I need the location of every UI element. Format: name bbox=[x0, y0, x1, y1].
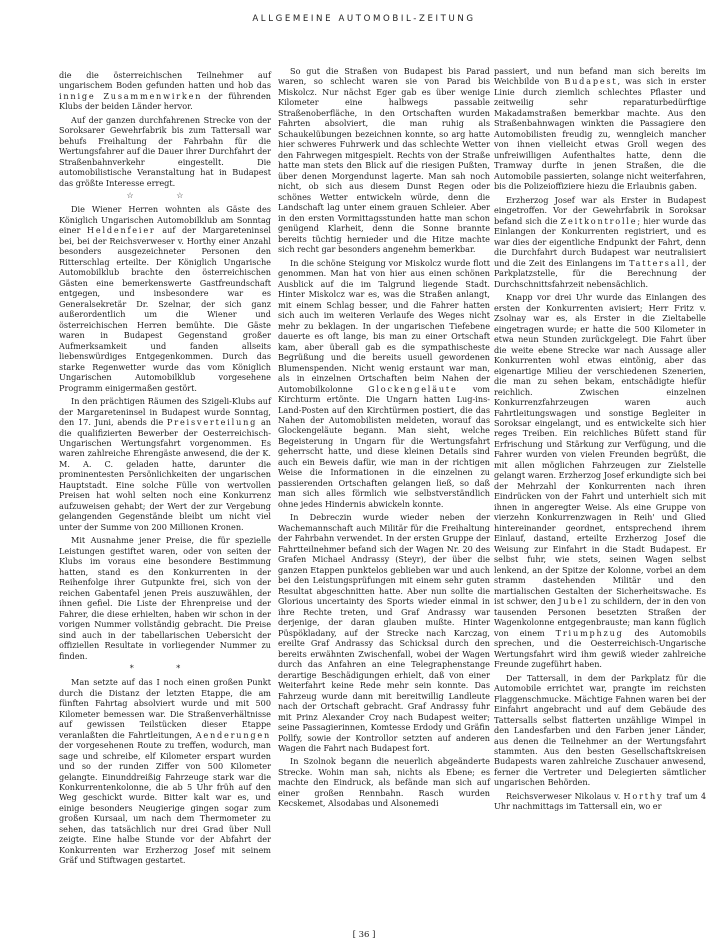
emphasis-text: Horthy bbox=[623, 790, 664, 801]
text-column-2 bbox=[278, 66, 490, 812]
paragraph: Reichsverweser Nikolaus v. Horthy traf um 4 Uhr nachmittags im Tattersall ein, wo er bbox=[494, 790, 706, 812]
emphasis-text: Tattersall bbox=[629, 257, 687, 268]
emphasis-text: innige Zusammenwirken bbox=[59, 90, 203, 101]
paragraph: In die schöne Steigung vor Miskolcz wurde flott genommen. Man hat von hier aus einen schönen Ausblick auf die im Talgrund liegende Stadt. Hinter Miskolcz war es, was die Straßen anlangt, mit einem Schlag besser, und die Fahrer hatten sich auch im weiteren Verlaufe des Weges nicht mehr zu beklagen. In der ungarischen Tiefebene dauerte es oft lange, bis man zu einer Ortschaft kam, aber überall gab es die sympathischeste Begrüßung und die bereits usuell gewordenen Blumenspenden. Nicht wenig erstaunt war man, als in einzelnen Ortschaften beim Nahen der Automobilkolonne Glockengeläute vom Kirchturm ertönte. Die Ungarn hatten Lug-ins-Land-Posten auf den Kirchtürmen postiert, die das Nahen der Automobilisten meldeten, worauf das Glockengeläute begann. Man sieht, welche Begeisterung in Ungarn für die Wertungsfahrt geherrscht hatte, und diese kleinen Details sind auch ein Beweis dafür, wie man in der richtigen Weise die Informationen in die einzelnen zu passierenden Ortschaften gelangen ließ, so daß man sich alles förmlich wie selbstverständlich ohne jedes Hindernis abwickeln konnte. bbox=[278, 257, 490, 509]
paragraph: die die österreichischen Teilnehmer auf ungarischem Boden gefunden hatten und hob das innige Zusammenwirken der führenden Klubs der beiden Länder hervor. bbox=[59, 70, 271, 112]
paragraph: In Szolnok begann die neuerlich abgeänderte Strecke. Wohin man sah, nichts als Ebene; es machte den Eindruck, als befände man sich auf einer großen Rennbahn. Rasch wurden Kecskemet, Alsodabas und Alsonemedi bbox=[278, 756, 490, 809]
text-column-1 bbox=[59, 70, 271, 869]
running-header: ALLGEMEINE AUTOMOBIL-ZEITUNG bbox=[252, 14, 476, 24]
text-column-3 bbox=[494, 66, 706, 815]
section-divider: * * bbox=[129, 664, 201, 674]
paragraph: Knapp vor drei Uhr wurde das Einlangen des ersten der Konkurrenten avisiert; Herr Fritz v. Zsolnay war es, als Erster in die Zieltabelle eingetragen wurde; er hatte die 500 Kilometer in etwa neun Stunden zurückgelegt. Die Fahrt über die weite ebene Strecke war nach Aussage aller Konkurrenten wohl etwas eintönig, aber das eigenartige Milieu der verschiedenen Szenerien, die man zu sehen bekam, entschädigte hiefür reichlich. Zwischen einzelnen Konkurrenzfahrzeugen waren auch Fahrtleitungswagen und sonstige Begleiter in Soroksar eingelangt, und es entwickelte sich hier reges Treiben. Ein reichliches Büfett stand für Erfrischung und Stärkung zur Verfügung, und die Fahrer wurden von vielen Freunden begrüßt, die mit allen möglichen Fahrzeugen zur Zielstelle gelangt waren. Erzherzog Josef erkundigte sich bei der Mehrzahl der Konkurrenten nach ihren Eindrücken von der Fahrt und unterhielt sich mit ihnen in angeregter Weise. Als eine Gruppe von vierzehn Konkurrenzwagen in Reih' und Glied hintereinander geordnet, entsprechend ihrem Einlauf, dastand, erteilte Erzherzog Josef die Weisung zur Einfahrt in die Stadt Budapest. Er selbst fuhr, wie stets, seinen Wagen selbst lenkend, an der Spitze der Kolonne, vorbei an dem stramm dastehenden Militär und den martialischen Gestalten der Sicherheitswache. Es ist schwer, den Jubel zu schildern, der in den von tausenden Personen besetzten Straßen der Wagenkolonne entgegenbrauste; man kann füglich von einem Triumphzug des Automobils sprechen, und die Oesterreichisch-Ungarische Wertungsfahrt wird ihm gewiß wieder zahlreiche Freunde zugeführt haben. bbox=[494, 292, 707, 670]
emphasis-text: Triumphzug bbox=[555, 627, 624, 638]
emphasis-text: Preisverteilung bbox=[167, 417, 258, 428]
paragraph: Der Tattersall, in dem der Parkplatz für die Automobile errichtet war, prangte im reichsten Flaggenschmucke. Mächtige Fahnen waren bei der Einfahrt angebracht und auf dem Gebäude des Tattersalls selbst flatterten unzählige Wimpel in den Landesfarben und den Farben jener Länder, aus denen die Teilnehmer an der Wertungsfahrt stammten. Aus den besten Gesellschaftskreisen Budapests waren zahlreiche Zuschauer anwesend, ferner die Vertreter und Delegierten sämtlicher ungarischen Behörden. bbox=[494, 672, 706, 788]
paragraph: Die Wiener Herren wohnten als Gäste des Königlich Ungarischen Automobilklub am Sonntag einer Heldenfeier auf der Margareteninsel bei, bei der Reichsverweser v. Horthy einer Anzahl besonders ausgezeichneter Personen den Ritterschlag erteilte. Der Königlich Ungarische Automobilklub brachte den österreichischen Gästen eine bemerkenswerte Gastfreundschaft entgegen, und insbesondere war es Generalsekretär Dr. Szelnar, der sich ganz außerordentlich um die Wiener und österreichischen Herren bemühte. Die Gäste waren in Budapest Gegenstand großer Aufmerksamkeit und fanden allseits liebenswürdiges Entgegenkommen. Durch das starke Regenwetter wurde das vom Königlich Ungarischen Automobilklub vorgesehene Programm einigermaßen gestört. bbox=[59, 204, 271, 393]
paragraph: Auf der ganzen durchfahrenen Strecke von der Soroksarer Gewehrfabrik bis zum Tattersall war behufs Freihaltung der Fahrbahn für die Wertungsfahrer auf die Dauer ihrer Durchfahrt der Straßenbahnverkehr eingestellt. Die automobilistische Veranstaltung hat in Budapest das größte Interesse erregt. bbox=[59, 114, 271, 188]
paragraph: In den prächtigen Räumen des Szigeli-Klubs auf der Margareteninsel in Budapest wurde Sonntag, den 17. Juni, abends die Preisverteilung an die qualifizierten Bewerber der Oesterreichisch-Ungarischen Wertungsfahrt vorgenommen. Es waren zahlreiche Ehrengäste anwesend, die der K. M. A. C. geladen hatte, darunter die prominentesten Persönlichkeiten der ungarischen Hauptstadt. Eine solche Fülle von wertvollen Preisen hat wohl selten noch eine Konkurrenz aufzuweisen gehabt; der Wert der zur Vergebung gelangenden Gegenstände bleibt um nicht viel unter der Summe von 200 Millionen Kronen. bbox=[59, 396, 272, 532]
section-divider: ☆ ☆ bbox=[126, 191, 204, 201]
emphasis-text: Aenderungen bbox=[195, 729, 271, 740]
emphasis-text: Glockengeläute bbox=[368, 383, 458, 394]
paragraph: Erzherzog Josef war als Erster in Budapest eingetroffen. Vor der Gewehrfabrik in Soroksar befand sich die Zeitkontrolle; hier wurde das Einlangen der Konkurrenten registriert, und es war dies der eigentliche Endpunkt der Fahrt, denn die Durchfahrt durch Budapest war neutralisiert und die Zeit des Einlangens im Tattersall, der Parkplatzstelle, für die Berechnung der Durchschnittsfahrzeit nebensächlich. bbox=[494, 194, 706, 289]
emphasis-text: Heldenfeier bbox=[86, 225, 156, 236]
paragraph: So gut die Straßen von Budapest bis Parad waren, so schlecht waren sie von Parad bis Miskolcz. Nur nächst Eger gab es über wenige Kilometer eine halbwegs passable Straßenoberfläche, in den Ortschaften wurden Fahrten absolviert, die man ruhig als Schaukelübungen bezeichnen konnte, so arg hatte hier schweres Fuhrwerk und das schlechte Wetter den Fahrwegen mitgespielt. Rechts von der Straße hatte man stets den Blick auf die riesigen Pußten, über denen Morgendunst lagerte. Man sah noch nicht, ob sich aus diesem Dunst Regen oder schönes Wetter entwickeln würde, denn die Landschaft lag unter einem grauen Schleier. Aber in den ersten Vormittagsstunden hatte man schon genügend Klarheit, denn die Sonne brannte bereits tüchtig hernieder und die Hitze machte sich recht gar besonders angenehm bemerkbar. bbox=[278, 66, 490, 255]
paragraph: Man setzte auf das I noch einen großen Punkt durch die Distanz der letzten Etappe, die am fünften Fahrtag absolviert wurde und mit 500 Kilometer bemessen war. Die Straßenverhältnisse auf gewissen Teilstücken dieser Etappe veranlaßten die Fahrtleitungen, Aenderungen der vorgesehenen Route zu treffen, wodurch, man sage und schreibe, elf Kilometer erspart wurden und so der runden Ziffer von 500 Kilometer gelangte. Einunddreißig Fahrzeuge stark war die Konkurrentenkolonne, die ab 5 Uhr früh auf den Weg geschickt wurde. Bitter kalt war es, und einige besonders Neugierige gingen sogar zum großen Kursaal, um nach dem Thermometer zu sehen, das tatsächlich nur drei Grad über Null zeigte. Eine halbe Stunde vor der Abfahrt der Konkurrenten war Erzherzog Josef mit seinem Gräf und Stiftwagen gestartet. bbox=[59, 677, 271, 866]
paragraph: In Debreczin wurde wieder neben der Wachemannschaft auch Militär für die Freihaltung der Fahrbahn verwendet. In der ersten Gruppe der Fahrtteilnehmer befand sich der Wagen Nr. 20 des Grafen Michael Andrassy (Steyr), der über die ganzen Etappen punktelos geblieben war und auch bei den Leistungsprüfungen mit einem sehr guten Resultat abgeschnitten hatte. Aber nun sollte die Glorious uncertainty des Sports wieder einmal in ihre Rechte treten, und Graf Andrassy war derjenige, der daran glauben mußte. Hinter Püspökladany, auf der Strecke nach Karczag, ereilte Graf Andrassy das Schicksal durch den bereits erwähnten Zwischenfall, wobei der Wagen durch das Anfahren an eine Telegraphenstange derartige Beschädigungen erhielt, daß von einer Weiterfahrt keine Rede mehr sein konnte. Das Fahrzeug wurde dann mit bereitwillig Landleute nach der Ortschaft gebracht. Graf Andrassy fuhr mit Prinz Alexander Croy nach Budapest weiter; seine Passagierinnen, Komtesse Erdody und Gräfin Pollfy, sowie der Kontrollor setzten auf anderen Wagen die Fahrt nach Budapest fort. bbox=[278, 512, 490, 753]
paragraph: passiert, und nun befand man sich bereits im Weichbilde von Budapest, was sich in erster Linie durch ziemlich schlechtes Pflaster und zeitweilig sehr reparaturbedürftige Makadamstraßen bemerkbar machte. Aus den Straßenbahnwagen winkten die Passagiere den Automobilisten freudig zu, wenngleich mancher von ihnen vielleicht etwas Groll wegen des unfreiwilligen Aufenthaltes hatte, denn die Tramway durfte in jenen Straßen, die die Automobile passierten, solange nicht weiterfahren, bis die Polizeioffiziere hiezu die Erlaubnis gaben. bbox=[494, 66, 706, 192]
emphasis-text: Budapest bbox=[564, 76, 618, 87]
emphasis-text: Jubel bbox=[558, 596, 589, 607]
paragraph: Mit Ausnahme jener Preise, die für spezielle Leistungen gestiftet waren, oder von seiten der Klubs im voraus eine besondere Bestimmung hatten, stand es den Konkurrenten in der Reihenfolge ihrer Gutpunkte frei, sich von der reichen Gabentafel jenen Preis auszuwählen, der ihnen gefiel. Die Liste der Ehrenpreise und der Fahrer, die diese erhielten, haben wir schon in der vorigen Nummer vollständig gebracht. Die Preise sind auch in der tabellarischen Uebersicht der offiziellen Resultate in vorliegender Nummer zu finden. bbox=[59, 535, 271, 661]
page-number: [ 36 ] bbox=[352, 930, 376, 940]
emphasis-text: Zeitkontrolle bbox=[560, 215, 638, 226]
